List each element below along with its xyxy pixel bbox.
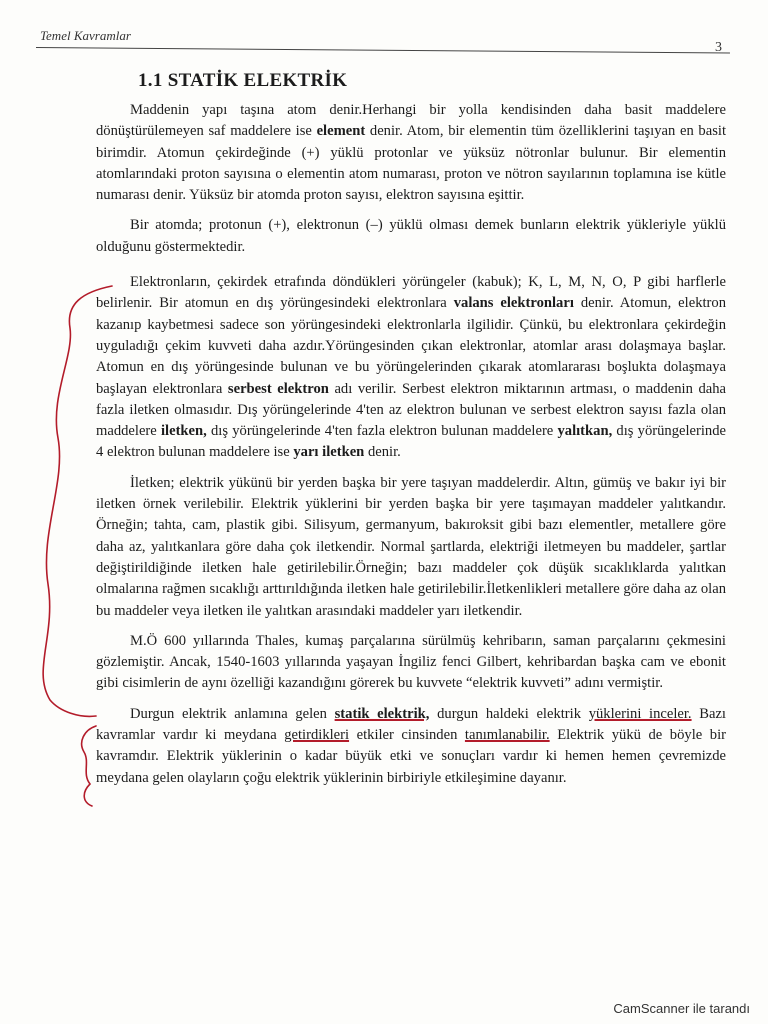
paragraph-charges: Bir atomda; protonun (+), elektronun (–) yüklü olması demek bunların elektrik yükleriyle yüklü olduğunu göstermektedir.: [96, 217, 726, 255]
term-yari-iletken: yarı iletken: [293, 444, 365, 461]
running-header: Temel Kavramlar: [40, 28, 131, 43]
term-yalitkan: yalıtkan,: [557, 423, 613, 440]
underlined-phrase: tanımlanabilir.: [464, 727, 550, 744]
underlined-phrase: getirdikleri: [284, 727, 350, 744]
term-valans-elektronlari: valans elektronları: [453, 295, 574, 312]
paragraph-static: Durgun elektrik anlamına gelen statik elektrik, durgun haldeki elektrik yüklerini inceler. Bazı kavramlar vardır ki meydana getirdikleri etkiler cinsinden tanımlanabilir. Elektrik yükü de böyle bir kavramdır. Elektrik yüklerinin o kadar büyük etki ve sonuçları vardır ki hemen hemen çevremizde meydana gelen olayların çoğu elektrik yüklerinin birbiriyle etkileşimine dayanır.: [96, 705, 726, 786]
term-iletken: iletken,: [160, 423, 207, 440]
paragraph-conductors: İletken; elektrik yükünü bir yerden başka bir yere taşıyan maddelerdir. Altın, gümüş ve bakır iyi bir iletken örnek verilebilir. Elektrik yüklerini bir yerden başka bir yere taşımayan maddeler yalıtkandır. Örneğin; tahta, cam, plastik gibi. Silisyum, germanyum, bakıroksit gibi bazı elementler, metallere göre daha az, yalıtkanlara göre daha çok iletkendir. Normal şartlarda, elektriği iletmeyen bu maddeler, şartlar değiştirildiğinde iletken hale getirilebilir.Örneğin; bazı maddeler çok düşük sıcaklıklarda yalıtkan olmalarına rağmen sıcaklığı arttırıldığında iletken hale getirilebilir.İletkenlikleri metallere göre daha az olan bu maddeler veya iletken ile yalıtkan arasındaki maddeler yarı iletkendir.: [96, 474, 726, 619]
paragraph-history: M.Ö 600 yıllarında Thales, kumaş parçalarına sürülmüş kehribarın, saman parçalarını çekmesini gözlemiştir. Ancak, 1540-1603 yıllarında yaşayan İngiliz fenci Gilbert, kehribardan başka cam ve ebonit gibi cisimlerin de aynı özelliği kazandığını görerek bu kuvvete “elektrik kuvveti” adını vermiştir.: [96, 632, 726, 692]
scanner-watermark: CamScanner ile tarandı: [613, 1001, 750, 1016]
term-statik-elektrik: statik elektrik,: [334, 705, 430, 722]
underlined-phrase: yüklerini inceler.: [588, 705, 692, 722]
section-title: 1.1 STATİK ELEKTRİK: [138, 70, 348, 91]
page-number: 3: [715, 40, 722, 55]
margin-brace-stroke: [82, 726, 96, 806]
paragraph-electrons: Elektronların, çekirdek etrafında döndükleri yörüngeler (kabuk); K, L, M, N, O, P gibi harflerle belirlenir. Bir atomun en dış yörüngesindeki elektronlara valans elektronları denir. Atomun, elektron kazanıp kaybetmesi sadece son yörüngesindeki elektronlarla ilgilidir. Çünkü, bu elektronlara çekirdeğin uyguladığı çekim kuvveti daha azdır.Yörüngesinden çıkan elektronlar, atomlar arası dolaşmaya başlar. Atomun en dış yörüngesinde bulunan ve bu yörüngelerinden çıkarak atomlararası boşlukta dolaşmaya başlayan elektronlara serbest elektron adı verilir. Serbest elektron miktarının artması, o maddenin daha fazla iletken olmasıdır. Dış yörüngelerinde 4'ten az elektron bulunan ve serbest elektron sayısı fazla olan maddelere iletken, dış yörüngelerinde 4'ten fazla elektron bulunan maddelere yalıtkan, dış yörüngelerinde 4 elektron bulunan maddelere ise yarı iletken denir.: [96, 274, 727, 461]
term-element: element: [316, 123, 366, 140]
body-text: [96, 100, 726, 798]
header-rule: [36, 47, 730, 53]
paragraph-atom: Maddenin yapı taşına atom denir.Herhangi bir yolla kendisinden daha basit maddelere dönüştürülemeyen saf maddelere ise element denir. Atom, bir elementin tüm özelliklerini taşıyan en basit birimdir. Atomun çekirdeğinde (+) yüklü protonlar ve yüksüz nötronlar bulunur. Bir elementin atomlarındaki proton sayısına o elementin atom numarası, proton ve nötron sayılarının toplamına ise kütle numarası denir. Yüksüz bir atomda proton sayısı, elektron sayısına eşittir.: [96, 102, 726, 204]
term-serbest-elektron: serbest elektron: [227, 380, 329, 397]
